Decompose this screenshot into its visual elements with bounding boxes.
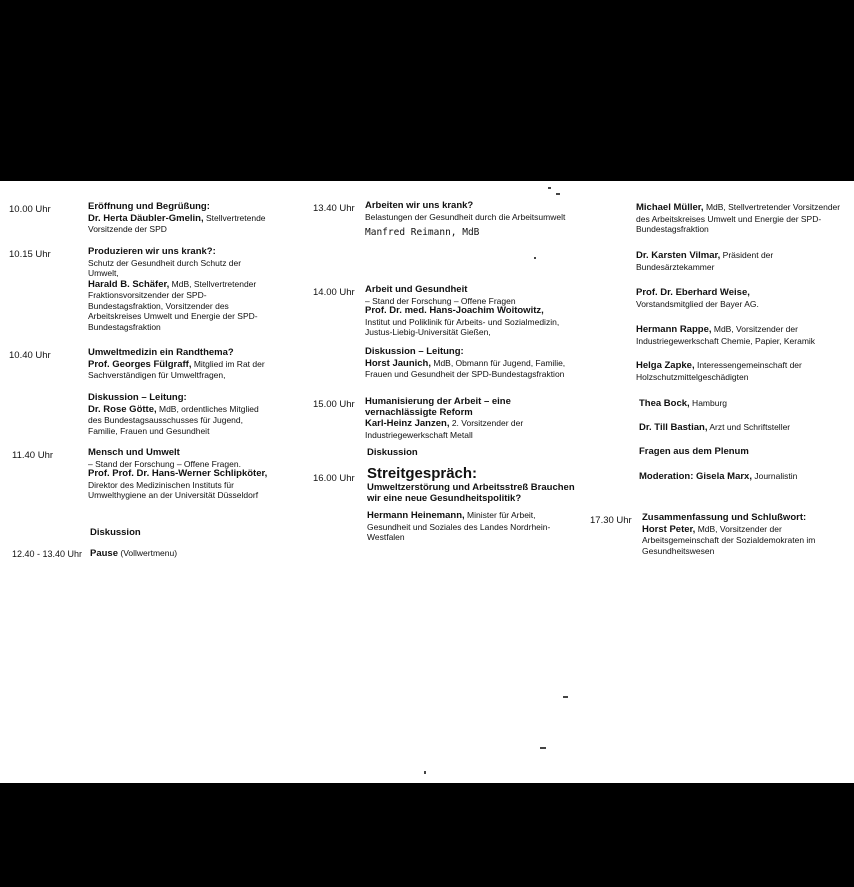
discussion-1-title: Diskussion – Leitung:	[88, 392, 187, 403]
program-sheet	[0, 181, 854, 783]
talk-arbeit-gesundheit-subtitle: – Stand der Forschung – Offene Fragen	[365, 295, 516, 306]
talk-umweltmedizin-speaker-role: Mitglied im Rat der Sachverständigen für Umweltfragen,	[88, 358, 265, 380]
time-14-00: 14.00 Uhr	[313, 287, 355, 298]
talk-arbeit-gesundheit-speaker-role: Institut und Poliklinik für Arbeits- und Sozialmedizin, Justus-Liebig-Universität Gießen,	[365, 316, 560, 337]
plenum-questions: Fragen aus dem Plenum	[639, 446, 749, 457]
talk-umweltmedizin-title: Umweltmedizin ein Randthema?	[88, 347, 234, 358]
discussion-3-chair: Horst Jaunich,	[365, 357, 431, 369]
talk-umweltmedizin-speaker: Prof. Georges Fülgraff,	[88, 358, 192, 370]
discussion-1-block	[88, 393, 270, 436]
panelist-rappe	[636, 324, 846, 346]
panelist-zapke-name: Helga Zapke,	[636, 360, 695, 371]
talk-mensch-speaker-role: Direktor des Medizinischen Instituts für Umwelthygiene an der Universität Düsseldorf	[88, 479, 259, 500]
panelist-rappe-role: MdB, Vorsitzender der Industriegewerkschaft Chemie, Papier, Keramik	[636, 324, 816, 346]
pause-block	[90, 548, 272, 560]
talk-produzieren-subtitle: Schutz der Gesundheit durch Schutz der Umwelt,	[88, 257, 242, 278]
talk-mensch-block	[88, 448, 270, 501]
panelist-mueller	[636, 202, 846, 235]
panelist-zapke-role: Interessengemeinschaft der Holzschutzmittelgeschädigten	[636, 360, 802, 382]
discussion-1-chair: Dr. Rose Götte,	[88, 403, 157, 415]
moderation	[639, 471, 849, 483]
moderation-name: Moderation: Gisela Marx,	[639, 471, 752, 482]
panelist-bock	[639, 398, 849, 410]
time-11-40: 11.40 Uhr	[12, 450, 54, 461]
panelist-bastian-name: Dr. Till Bastian,	[639, 422, 708, 433]
streitgespraech-speaker: Hermann Heinemann,	[367, 510, 465, 521]
discussion-3-chair-role: MdB, Obmann für Jugend, Familie, Frauen und Gesundheit der SPD-Bundestagsfraktion	[365, 357, 566, 379]
talk-produzieren-speaker: Harald B. Schäfer,	[88, 278, 170, 290]
time-17-30: 17.30 Uhr	[590, 515, 632, 526]
talk-arbeiten-title: Arbeiten wir uns krank?	[365, 200, 474, 211]
discussion-3-block	[365, 347, 577, 380]
scan-speck	[424, 771, 426, 774]
panelist-rappe-name: Hermann Rappe,	[636, 324, 712, 335]
moderation-role: Journalistin	[751, 471, 798, 481]
discussion-4: Diskussion	[367, 447, 418, 458]
time-13-40: 13.40 Uhr	[313, 203, 355, 214]
discussion-3-title: Diskussion – Leitung:	[365, 346, 464, 357]
scan-speck	[540, 747, 546, 749]
opening-speaker-role: Stellvertretende Vorsitzende der SPD	[88, 212, 266, 234]
streitgespraech-block	[367, 465, 579, 543]
panelist-vilmar-role: Präsident der Bundesärztekammer	[636, 250, 774, 272]
talk-arbeit-gesundheit-speaker: Prof. Dr. med. Hans-Joachim Woitowitz,	[365, 305, 544, 316]
talk-mensch-speaker: Prof. Prof. Dr. Hans-Werner Schlipköter,	[88, 468, 268, 479]
streitgespraech-title: Streitgespräch:	[367, 465, 478, 482]
panelist-vilmar-name: Dr. Karsten Vilmar,	[636, 250, 721, 261]
opening-speaker: Dr. Herta Däubler-Gmelin,	[88, 212, 204, 224]
panelist-bastian	[639, 422, 849, 434]
opening-title: Eröffnung und Begrüßung:	[88, 201, 210, 212]
talk-mensch-subtitle: – Stand der Forschung – Offene Fragen.	[88, 458, 241, 469]
talk-arbeit-gesundheit-title: Arbeit und Gesundheit	[365, 284, 468, 295]
panelist-weise	[636, 288, 846, 309]
scan-speck	[534, 257, 536, 259]
scan-speck	[556, 193, 560, 195]
talk-humanisierung-speaker-role: 2. Vorsitzender der Industriegewerkschaft Metall	[365, 418, 524, 440]
talk-produzieren-block	[88, 247, 270, 332]
talk-humanisierung-title: Humanisierung der Arbeit – eine vernachlässigte Reform	[365, 396, 511, 418]
panelist-bastian-role: Arzt und Schriftsteller	[707, 422, 791, 432]
talk-humanisierung-speaker: Karl-Heinz Janzen,	[365, 418, 450, 429]
panelist-mueller-name: Michael Müller,	[636, 202, 704, 213]
talk-arbeit-gesundheit-block	[365, 285, 577, 338]
discussion-1-chair-role: MdB, ordentliches Mitglied des Bundestagsausschusses für Jugend, Familie, Frauen und Gesundheit	[88, 403, 259, 436]
panelist-vilmar	[636, 250, 846, 272]
scan-speck	[548, 187, 551, 189]
pause-note: (Vollwertmenu)	[118, 548, 178, 558]
talk-umweltmedizin-block	[88, 348, 270, 381]
closing-speaker: Horst Peter,	[642, 523, 696, 535]
time-pause: 12.40 - 13.40 Uhr	[12, 549, 83, 559]
talk-arbeiten-block	[365, 201, 577, 239]
talk-mensch-title: Mensch und Umwelt	[88, 447, 180, 458]
opening-block	[88, 202, 270, 235]
panelist-bock-role: Hamburg	[689, 398, 728, 408]
discussion-2: Diskussion	[90, 527, 141, 538]
time-16-00: 16.00 Uhr	[313, 473, 355, 484]
closing-speaker-role: MdB, Vorsitzender der Arbeitsgemeinschaft der Sozialdemokraten im Gesundheitswesen	[642, 523, 816, 556]
talk-humanisierung-block	[365, 397, 577, 440]
panelist-weise-name: Prof. Dr. Eberhard Weise,	[636, 287, 750, 298]
panelist-mueller-role: MdB, Stellvertretender Vorsitzender des Arbeitskreises Umwelt und Energie der SPD-Bundestagsfraktion	[636, 202, 841, 234]
talk-arbeiten-speaker: Manfred Reimann, MdB	[365, 227, 480, 238]
closing-title: Zusammenfassung und Schlußwort:	[642, 512, 807, 523]
talk-arbeiten-description: Belastungen der Gesundheit durch die Arbeitsumwelt	[365, 211, 566, 222]
closing-block	[642, 513, 848, 556]
scan-speck	[563, 696, 568, 698]
panelist-weise-role: Vorstandsmitglied der Bayer AG.	[636, 298, 759, 309]
time-10-40: 10.40 Uhr	[9, 350, 51, 361]
pause-title: Pause	[90, 548, 118, 559]
time-15-00: 15.00 Uhr	[313, 399, 355, 410]
time-10-00: 10.00 Uhr	[9, 204, 51, 215]
talk-produzieren-speaker-role: MdB, Stellvertretender Fraktionsvorsitzender der SPD-Bundestagsfraktion, Vorsitzender des Arbeitskreises Umwelt und Energie der SPD-Bundestagsfraktion	[88, 278, 258, 332]
time-10-15: 10.15 Uhr	[9, 249, 51, 260]
panelist-zapke	[636, 360, 846, 382]
talk-produzieren-title: Produzieren wir uns krank?:	[88, 246, 216, 257]
streitgespraech-subtitle: Umweltzerstörung und Arbeitsstreß Brauchen wir eine neue Gesundheitspolitik?	[367, 482, 575, 504]
streitgespraech-speaker-role: Minister für Arbeit, Gesundheit und Soziales des Landes Nordrhein-Westfalen	[367, 510, 551, 542]
panelist-bock-name: Thea Bock,	[639, 398, 690, 409]
